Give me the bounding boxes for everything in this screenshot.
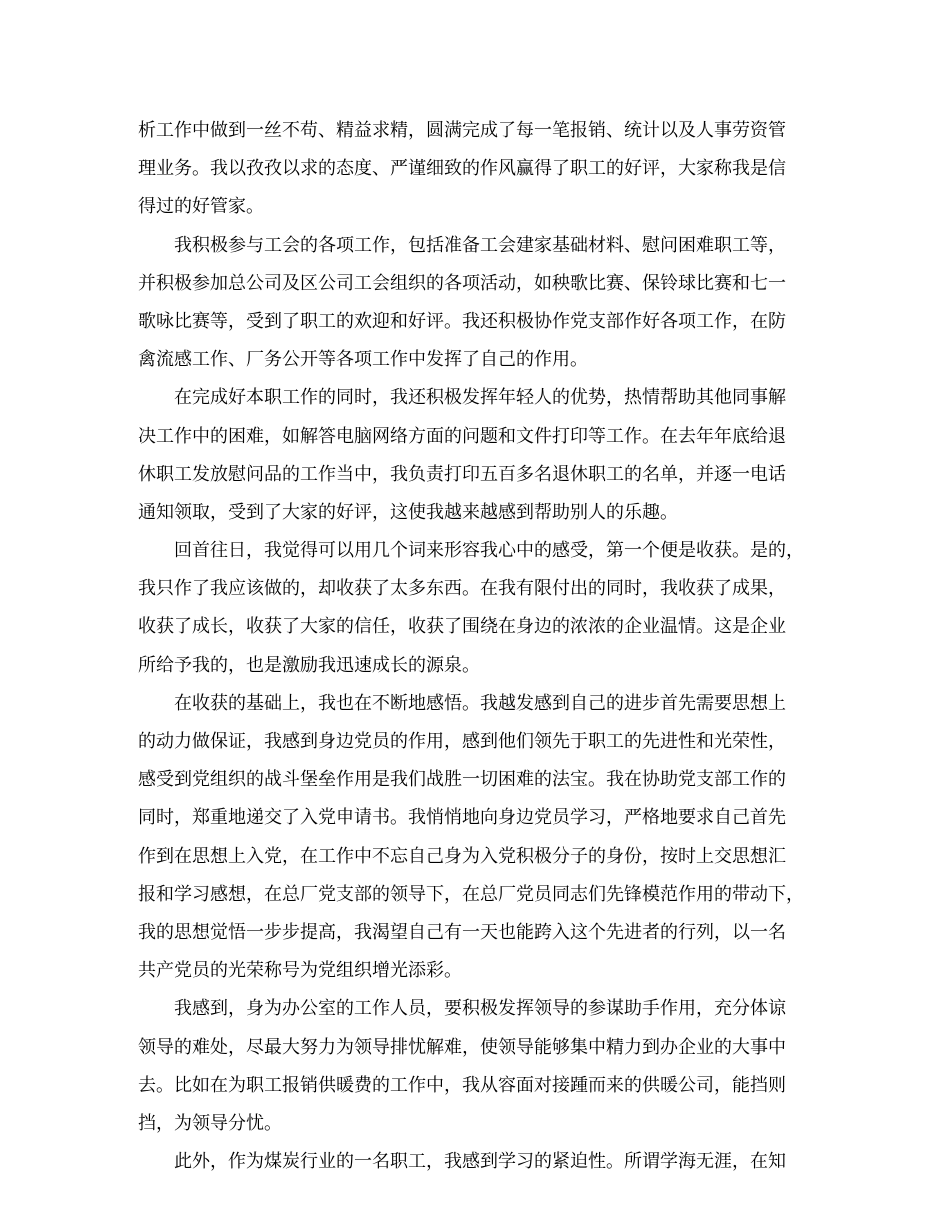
text-line: 共产党员的光荣称号为党组织增光添彩。 xyxy=(138,960,462,982)
paragraph xyxy=(138,227,818,380)
text-line: 此外，作为煤炭行业的一名职工，我感到学习的紧迫性。所谓学海无涯，在知 xyxy=(174,1151,786,1173)
text-line: 通知领取，受到了大家的好评，这使我越来越感到帮助别人的乐趣。 xyxy=(138,501,678,523)
paragraph xyxy=(138,112,818,227)
text-line: 析工作中做到一丝不苟、精益求精，圆满完成了每一笔报销、统计以及人事劳资管 xyxy=(138,120,786,141)
text-line: 同时，郑重地递交了入党申请书。我悄悄地向身边党员学习，严格地要求自己首先 xyxy=(138,807,786,829)
text-line: 我只作了我应该做的，却收获了太多东西。在我有限付出的同时，我收获了成果， xyxy=(138,578,786,600)
text-line: 歌咏比赛等，受到了职工的欢迎和好评。我还积极协作党支部作好各项工作，在防 xyxy=(138,310,786,332)
paragraph xyxy=(138,685,818,991)
text-line: 收获了成长，收获了大家的信任，收获了围绕在身边的浓浓的企业温情。这是企业 xyxy=(138,616,786,638)
text-line: 回首往日，我觉得可以用几个词来形容我心中的感受，第一个便是收获。是的， xyxy=(174,540,804,562)
text-line: 的动力做保证，我感到身边党员的作用，感到他们领先于职工的先进性和光荣性， xyxy=(138,731,786,752)
text-line: 在收获的基础上，我也在不断地感悟。我越发感到自己的进步首先需要思想上 xyxy=(174,692,786,714)
text-line: 禽流感工作、厂务公开等各项工作中发挥了自己的作用。 xyxy=(138,349,588,371)
text-line: 休职工发放慰问品的工作当中，我负责打印五百多名退休职工的名单，并逐一电话 xyxy=(138,463,786,485)
text-line: 决工作中的困难，如解答电脑网络方面的问题和文件打印等工作。在去年年底给退 xyxy=(138,425,786,447)
text-line: 去。比如在为职工报销供暖费的工作中，我从容面对接踵而来的供暖公司，能挡则 xyxy=(138,1074,786,1096)
document-body xyxy=(138,112,818,1181)
text-line: 我感到，身为办公室的工作人员，要积极发挥领导的参谋助手作用，充分体谅 xyxy=(174,998,786,1020)
text-line: 感受到党组织的战斗堡垒作用是我们战胜一切困难的法宝。我在协助党支部工作的 xyxy=(138,769,786,791)
text-line: 我积极参与工会的各项工作，包括准备工会建家基础材料、慰问困难职工等， xyxy=(174,234,786,256)
paragraph xyxy=(138,532,818,685)
paragraph xyxy=(138,990,818,1143)
text-line: 挡，为领导分忧。 xyxy=(138,1112,282,1134)
text-line: 我的思想觉悟一步步提高，我渴望自己有一天也能跨入这个先进者的行列，以一名 xyxy=(138,921,786,943)
paragraph xyxy=(138,379,818,532)
text-line: 领导的难处，尽最大努力为领导排忧解难，使领导能够集中精力到办企业的大事中 xyxy=(138,1036,786,1058)
text-line: 得过的好管家。 xyxy=(138,196,264,218)
text-line: 报和学习感想，在总厂党支部的领导下，在总厂党员同志们先锋模范作用的带动下， xyxy=(138,883,804,905)
text-line: 理业务。我以孜孜以求的态度、严谨细致的作风赢得了职工的好评，大家称我是信 xyxy=(138,158,786,180)
text-line: 在完成好本职工作的同时，我还积极发挥年轻人的优势，热情帮助其他同事解 xyxy=(174,387,786,409)
text-line: 并积极参加总公司及区公司工会组织的各项活动，如秧歌比赛、保铃球比赛和七一 xyxy=(138,272,786,294)
text-line: 作到在思想上入党，在工作中不忘自己身为入党积极分子的身份，按时上交思想汇 xyxy=(138,845,786,867)
paragraph xyxy=(138,1143,818,1181)
text-line: 所给予我的，也是激励我迅速成长的源泉。 xyxy=(138,654,480,676)
